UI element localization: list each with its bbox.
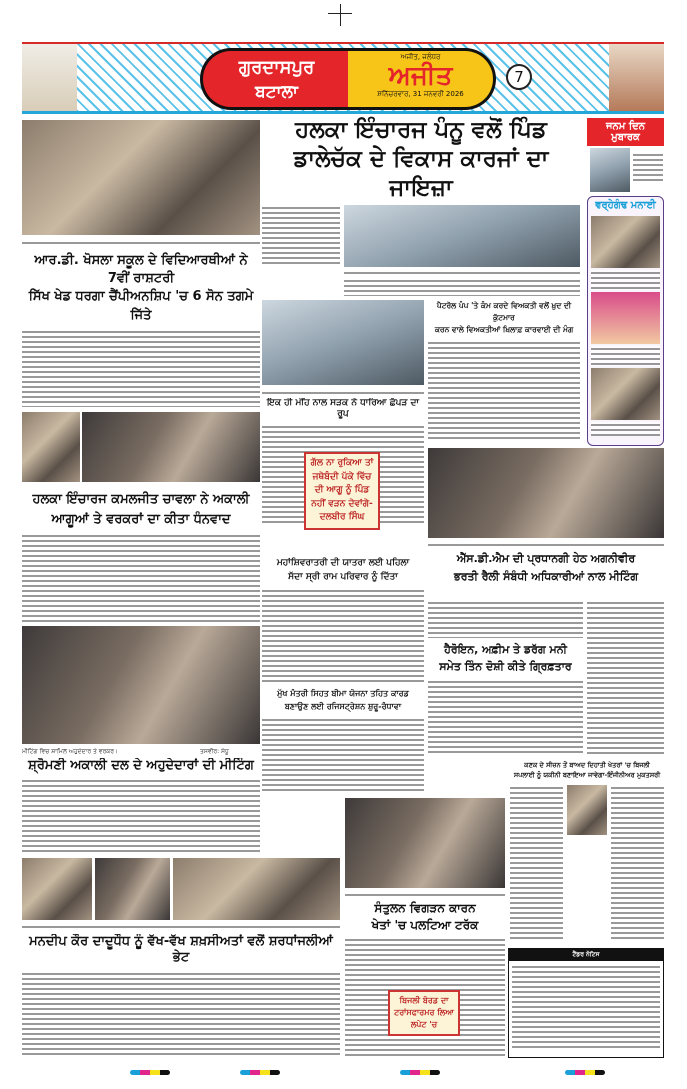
article-text (262, 588, 424, 682)
portrait-photo (567, 785, 607, 835)
headline-line: ਸੰਤੁਲਨ ਵਿਗੜਨ ਕਾਰਨ (374, 901, 476, 915)
headline-line: ਮਹਾਂਸ਼ਿਵਰਾਤਰੀ ਦੀ ਯਾਤਰਾ ਲਈ ਪਹਿਲਾ (276, 558, 410, 568)
headline-line: ਕਣਕ ਦੇ ਸੀਜ਼ਨ ਤੋਂ ਬਾਅਦ ਦਿਹਾਤੀ ਖੇਤਰਾਂ 'ਚ ਬਿਜਲੀ (524, 761, 650, 769)
headline-line: ਆਰ.ਡੀ. ਖੋਸਲਾ ਸਕੂਲ ਦੇ ਵਿਦਿਆਰਥੀਆਂ ਨੇ 7ਵੀਂ ਰਾਸ਼ਟਰੀ (34, 253, 248, 287)
photo (82, 412, 260, 482)
photo (22, 412, 80, 482)
health-story (262, 688, 424, 794)
couple-caption (591, 270, 660, 290)
headline-line: ਮੁੱਖ ਮੰਤਰੀ ਸਿਹਤ ਬੀਮਾ ਯੋਜਨਾ ਤਹਿਤ ਕਾਰਡ (277, 689, 409, 698)
photo-caption (262, 390, 424, 395)
article-text (262, 205, 340, 267)
petrol-headline (428, 300, 580, 336)
couple-photo (591, 216, 660, 268)
sdm-meeting-photo (428, 448, 664, 538)
article-text (510, 785, 563, 942)
headline-line: ਐੱਸ.ਡੀ.ਐਮ ਦੀ ਪ੍ਰਧਾਨਗੀ ਹੇਠ ਅਗਨੀਵੀਰ (456, 552, 636, 565)
health-headline (262, 688, 424, 714)
crop-mark (340, 4, 341, 26)
edition-name: ਗੁਰਦਾਸਪੁਰ (238, 57, 315, 78)
issue-date: ਸ਼ਨਿੱਚਰਵਾਰ, 31 ਜਨਵਰੀ 2026 (377, 90, 464, 98)
pull-quote: ਬਿਜਲੀ ਬੋਰਡ ਦਾ ਟਰਾਂਸਫਾਰਮਰ ਲਿਆ ਲਪੇਟ 'ਚ (388, 990, 460, 1036)
school-students-photo (22, 120, 260, 235)
tribute-headline: ਮਨਦੀਪ ਕੌਰ ਦਾਦੂਧੌਧ ਨੂੰ ਵੱਖ-ਵੱਖ ਸ਼ਖ਼ਸੀਅਤਾਂ ਵਲੋਂ ਸ਼ਰਧਾਂਜਲੀਆਂ ਭੇਟ (22, 934, 340, 967)
anniversary-box (587, 196, 664, 446)
couple-photo (591, 368, 660, 420)
tender-table (512, 964, 660, 1050)
heroin-story (428, 642, 583, 756)
temple-image-right (609, 44, 664, 111)
birthday-heading: ਜਨਮ ਦਿਨ ਮੁਬਾਰਕ (587, 118, 664, 146)
headline-line: ਹੈਰੋਇਨ, ਅਫ਼ੀਮ ਤੇ ਡਰੱਗ ਮਨੀ (444, 643, 567, 656)
school-story (22, 252, 260, 407)
lead-headline (262, 116, 580, 202)
photo (22, 858, 92, 920)
akali-meeting-photo (22, 626, 260, 744)
headline-line: ਡਾਲੇਚੱਕ ਦੇ ਵਿਕਾਸ ਕਾਰਜਾਂ ਦਾ ਜਾਇਜ਼ਾ (293, 145, 549, 201)
headline-line: ਖੇਤਾਂ 'ਚ ਪਲਟਿਆ ਟਰੱਕ (371, 917, 479, 932)
headline-line: ਸਿੱਖ ਖੇਡ ਧਰਗਾ ਚੈਂਪੀਅਨਸ਼ਿਪ 'ਚ 6 ਸੋਨ ਤਗਮੇ ਜਿੱਤੇ (28, 289, 254, 323)
article-text (611, 785, 664, 942)
masthead (22, 42, 664, 114)
lead-story (262, 116, 580, 296)
registration-colorbar (400, 1070, 440, 1075)
paper-city: ਅਜੀਤ, ਜਲੰਧਰ (400, 53, 441, 61)
edition-subname: ਬਟਾਲਾ (255, 82, 298, 102)
photo-caption (344, 270, 580, 275)
headline-line: ਸਪਲਾਈ ਨੂੰ ਯਕੀਨੀ ਬਣਾਇਆ ਜਾਵੇਗਾ-ਇੰਜੀਨੀਅਰ ਮੁਕਤਸਰੀ (513, 771, 661, 780)
couple-caption (591, 422, 660, 436)
couple-caption (591, 346, 660, 366)
headline-line: ਪੈਟਰੋਲ ਪੰਪ 'ਤੇ ਕੰਮ ਕਰਦੇ ਵਿਅਕਤੀ ਵਲੋਂ ਖ਼ੁਦ ਦੀ ਕੁੱਟਮਾਰ (436, 301, 572, 322)
school-headline (22, 252, 260, 325)
power-body (510, 785, 664, 942)
shivratri-headline (262, 556, 424, 585)
article-text (22, 329, 260, 407)
headline-line: ਸੱਦਾ ਸ੍ਰੀ ਰਾਮ ਪਰਿਵਾਰ ਨੂੰ ਦਿੱਤਾ (288, 572, 398, 583)
heroin-headline (428, 642, 583, 675)
article-text (22, 778, 260, 855)
article-text (262, 717, 424, 794)
power-headline (510, 760, 664, 781)
photo (95, 858, 170, 920)
birthday-child-photo (590, 148, 630, 192)
headline-line: ਹਲਕਾ ਇੰਚਾਰਜ ਪੰਨੂ ਵਲੋਂ ਪਿੰਡ (295, 117, 547, 143)
crop-mark (328, 13, 352, 14)
photo-caption (22, 240, 260, 245)
village-visit-photo (344, 205, 580, 267)
akali-headline: ਸ਼੍ਰੋਮਣੀ ਅਕਾਲੀ ਦਲ ਦੇ ਅਹੁਦੇਦਾਰਾਂ ਦੀ ਮੀਟਿੰਗ (22, 758, 260, 774)
chawla-story (22, 490, 260, 623)
tender-title: ਟੈਂਡਰ ਨੋਟਿਸ (509, 949, 663, 961)
page-number: 7 (506, 64, 532, 90)
registration-colorbar (130, 1070, 170, 1075)
pull-quote: ਗੱਲ ਨਾ ਰੁਕਿਆ ਤਾਂ ਜਥੇਬੰਦੀ ਪੱਕੇ ਵਿੱਚ ਦੀ ਆਗੂ ਨੂੰ ਪਿੰਡ ਨਹੀਂ ਵੜਨ ਦੇਵਾਂਗੇ-ਦਲਬੀਰ ਸਿੰਘ (304, 452, 380, 530)
article-text (428, 600, 583, 638)
petrol-story (428, 300, 580, 442)
article-text (22, 971, 340, 1057)
edition-logo (200, 48, 350, 110)
truck-headline (345, 900, 505, 934)
headline-line: ਆਗੂਆਂ ਤੇ ਵਰਕਰਾਂ ਦਾ ਕੀਤਾ ਧੰਨਵਾਦ (51, 511, 231, 527)
article-text (428, 340, 580, 442)
article-text (22, 533, 260, 623)
akali-story (22, 758, 260, 855)
photo-credit: ਤਸਵੀਰ: ਸੰਧੂ (200, 748, 229, 755)
anniversary-heading: ਵਰ੍ਹੇਗੰਢ ਮਨਾਈ (595, 200, 656, 211)
registration-colorbar (565, 1070, 605, 1075)
rain-headline: ਇਕ ਹੀ ਮੀਂਹ ਨਾਲ ਸੜਕ ਨੇ ਧਾਰਿਆ ਛੱਪੜ ਦਾ ਰੂਪ (262, 398, 424, 421)
headline-line: ਹਲਕਾ ਇੰਚਾਰਜ ਕਮਲਜੀਤ ਚਾਵਲਾ ਨੇ ਅਕਾਲੀ (32, 492, 250, 507)
truck-photo (345, 798, 505, 888)
article-text (587, 600, 664, 755)
sdm-headline (428, 550, 664, 585)
shivratri-story (262, 556, 424, 682)
power-story (510, 760, 664, 942)
photo-caption (345, 892, 505, 896)
article-text (428, 679, 583, 756)
headline-line: ਕਰਨ ਵਾਲੇ ਵਿਅਕਤੀਆਂ ਖ਼ਿਲਾਫ਼ ਕਾਰਵਾਈ ਦੀ ਮੰਗ (434, 325, 574, 334)
chawla-headline (22, 490, 260, 529)
paper-logo (348, 48, 496, 110)
photo (173, 858, 340, 920)
photo-caption: ਮੀਟਿੰਗ ਵਿਚ ਸ਼ਾਮਿਲ ਅਹੁਦੇਦਾਰ ਤੇ ਵਰਕਰ। (22, 748, 119, 755)
article-text (344, 278, 580, 296)
flooded-road-photo (262, 300, 424, 385)
tribute-story (22, 934, 340, 1056)
temple-image-left (22, 44, 77, 111)
birthday-caption (633, 152, 663, 182)
couple-photo (591, 292, 660, 344)
registration-colorbar (240, 1070, 280, 1075)
lead-body (262, 205, 580, 267)
paper-name: ਅਜੀਤ (388, 61, 453, 91)
photo-caption (22, 924, 340, 929)
headline-line: ਬਣਾਉਣ ਲਈ ਰਜਿਸਟ੍ਰੇਸ਼ਨ ਸ਼ੁਰੂ-ਰੰਧਾਵਾ (284, 701, 402, 711)
tender-notice (508, 948, 664, 1058)
sdm-story (428, 550, 664, 596)
photo-caption (428, 542, 664, 546)
headline-line: ਭਰਤੀ ਰੈਲੀ ਸੰਬੰਧੀ ਅਧਿਕਾਰੀਆਂ ਨਾਲ ਮੀਟਿੰਗ (453, 569, 639, 583)
headline-line: ਸਮੇਤ ਤਿੰਨ ਦੋਸ਼ੀ ਕੀਤੇ ਗ੍ਰਿਫ਼ਤਾਰ (439, 659, 572, 673)
